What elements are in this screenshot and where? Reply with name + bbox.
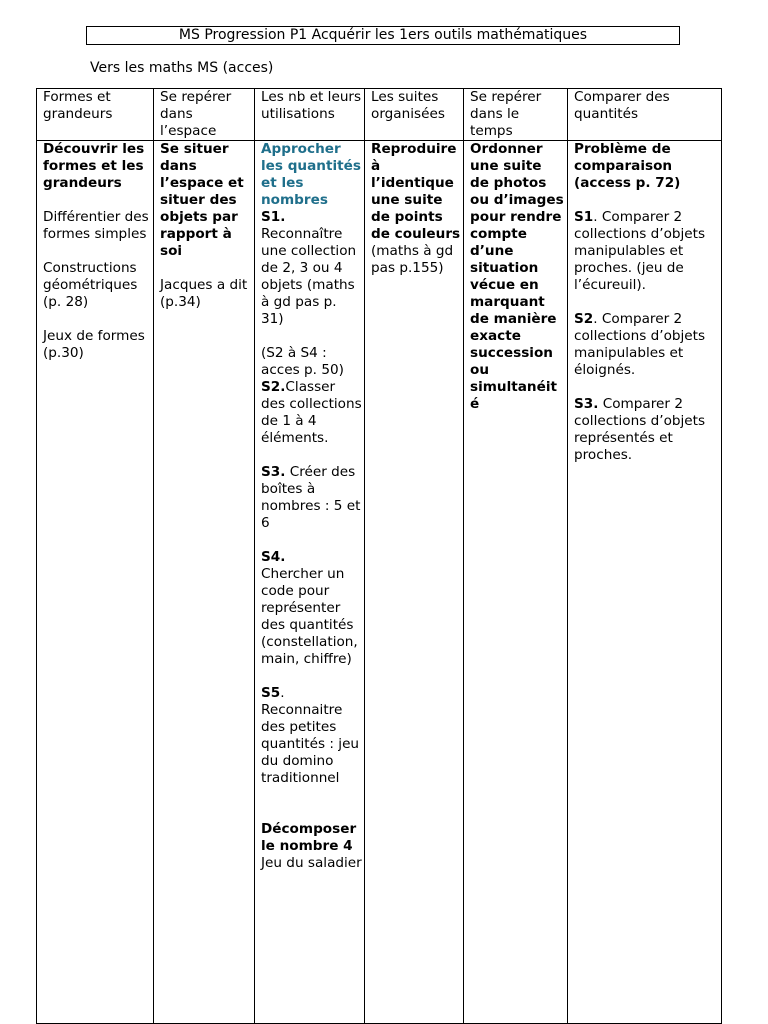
nombres-s4-label: S4. [261, 549, 286, 565]
suites-ref: (maths à gd pas p.155) [371, 243, 454, 276]
espace-item-jacques: Jacques a dit [160, 277, 248, 293]
quantites-s2-text: Comparer 2 collections d’objets manipulables et éloignés. [574, 311, 706, 378]
document-subtitle: Vers les maths MS (acces) [90, 60, 274, 76]
cell-suites [365, 141, 464, 1024]
cell-espace [154, 141, 255, 1024]
formes-item-constructions: Constructions géométriques [43, 260, 138, 293]
cell-formes [37, 141, 154, 1024]
cell-quantites: Problème de comparaison (access p. 72) S1. Comparer 2 collections d’objets manipulables et proches. (jeu de l’écureuil). S2. Comparer 2 collections d’objets manipulables et éloignés. S3. Comparer 2 collections d’objets représentés et proches. [568, 141, 722, 1024]
formes-heading: Découvrir les formes et les grandeurs [43, 141, 145, 191]
suites-heading: Reproduire à l’identique une suite de points de couleurs [371, 141, 461, 242]
cell-temps [464, 141, 568, 1024]
table-body-row [37, 141, 722, 1024]
nombres-heading: Approcher les quantités et les nombres [261, 141, 361, 208]
column-header-quantites: Comparer des quantités [568, 89, 722, 141]
formes-item-jeux: Jeux de formes [43, 328, 145, 344]
column-header-espace: Se repérer dans l’espace [154, 89, 255, 141]
nombres-s5-label: S5 [261, 685, 281, 701]
espace-heading: Se situer dans l’espace et situer des objets par rapport à soi [160, 141, 244, 259]
quantites-s3-label: S3. [574, 396, 599, 412]
formes-item-constructions-ref: (p. 28) [43, 294, 89, 310]
nombres-s5-text: Reconnaitre des petites quantités : jeu du domino traditionnel [261, 702, 360, 786]
progression-table [36, 88, 722, 1024]
table-header-row [37, 89, 722, 141]
column-header-temps: Se repérer dans le temps [464, 89, 568, 141]
nombres-s2-label: S2. [261, 379, 286, 395]
nombres-s3-text: Créer des boîtes à nombres : 5 et 6 [261, 464, 361, 531]
cell-nombres: Approcher les quantités et les nombres S1. Reconnaître une collection de 2, 3 ou 4 objets (maths à gd pas p. 31) (S2 à S4 : acces p. 50) S2.Classer des collections de 1 à 4 éléments. S3. Créer des boîtes à nombres : 5 et 6 S4. Chercher un code pour représenter des quantités (constellation, main, chiffre) S5. Reconnaitre des petites quantités : jeu du domino traditionnel Décomposer le nombre 4 Jeu du saladier [255, 141, 365, 1024]
nombres-decomp-text: Jeu du saladier [261, 855, 362, 871]
nombres-s2-text: Classer des collections de 1 à 4 éléments. [261, 379, 362, 446]
nombres-s3-label: S3. [261, 464, 286, 480]
nombres-decomp-heading: Décomposer le nombre 4 [261, 821, 357, 854]
nombres-s1-text: Reconnaître une collection de 2, 3 ou 4 objets (maths à gd pas p. 31) [261, 226, 357, 327]
espace-item-jacques-ref: (p.34) [160, 294, 201, 310]
column-header-nombres: Les nb et leurs utilisations [255, 89, 365, 141]
nombres-s4-text: Chercher un code pour représenter des quantités (constellation, main, chiffre) [261, 566, 358, 667]
document-title: MS Progression P1 Acquérir les 1ers outils mathématiques [86, 26, 680, 45]
nombres-note: (S2 à S4 : acces p. 50) [261, 345, 344, 378]
temps-heading: Ordonner une suite de photos ou d’images pour rendre compte d’une situation vécue en marquant de manière exacte succession ou simultanéité [470, 141, 564, 412]
quantites-heading: Problème de comparaison (access p. 72) [574, 141, 681, 191]
formes-item-differentier: Différentier des formes simples [43, 209, 149, 242]
formes-item-jeux-ref: (p.30) [43, 345, 84, 361]
quantites-s1-label: S1 [574, 209, 594, 225]
quantites-s1-text: Comparer 2 collections d’objets manipulables et proches. (jeu de l’écureuil). [574, 209, 706, 293]
quantites-s2-label: S2 [574, 311, 594, 327]
quantites-s3-text: Comparer 2 collections d’objets représentés et proches. [574, 396, 706, 463]
column-header-suites: Les suites organisées [365, 89, 464, 141]
nombres-s1-label: S1. [261, 209, 286, 225]
column-header-formes: Formes et grandeurs [37, 89, 154, 141]
